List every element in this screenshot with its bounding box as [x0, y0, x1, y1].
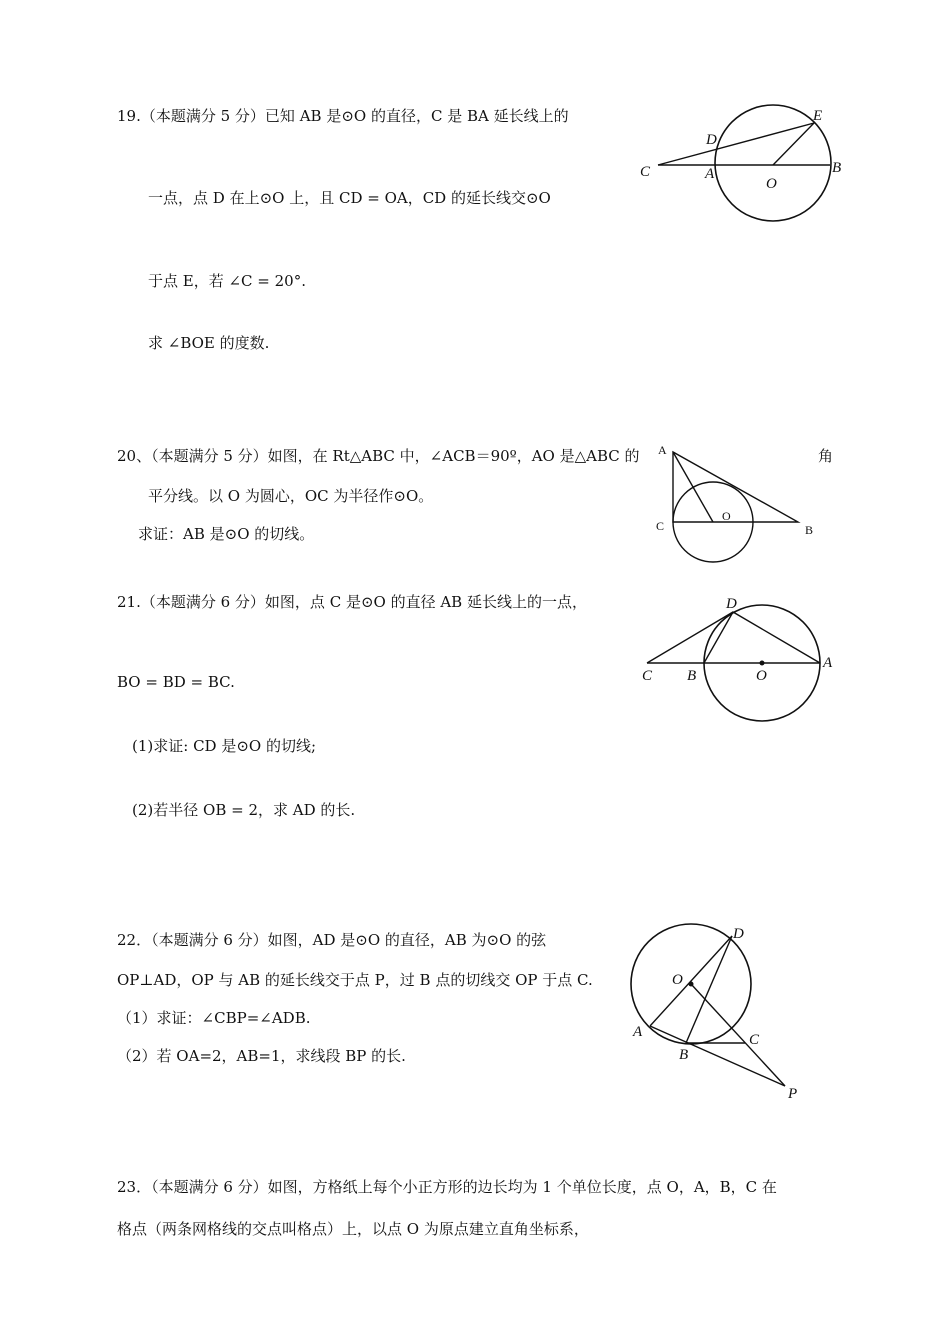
q23-line1: 23．（本题满分 6 分）如图，方格纸上每个小正方形的边长均为 1 个单位长度，点 O，A，B，C 在	[117, 1178, 777, 1196]
q19-label-a: A	[705, 166, 715, 182]
q20-line2: 平分线。以 O 为圆心，OC 为半径作⊙O。	[148, 487, 434, 505]
q21-line3: (1)求证: CD 是⊙O 的切线;	[132, 737, 317, 755]
q21-center-dot	[760, 661, 765, 666]
q22-line4: （2）若 OA=2，AB=1，求线段 BP 的长.	[117, 1047, 406, 1065]
q21-line1: 21.（本题满分 6 分）如图，点 C 是⊙O 的直径 AB 延长线上的一点，	[117, 593, 587, 611]
q22-label-a: A	[633, 1024, 643, 1040]
q20-line1: 20、（本题满分 5 分）如图，在 Rt△ABC 中，∠ACB＝90º，AO 是△ABC 的	[117, 447, 640, 465]
q19-label-c: C	[640, 164, 651, 180]
q22-line-db	[686, 936, 732, 1043]
q23-line2: 格点（两条网格线的交点叫格点）上，以点 O 为原点建立直角坐标系，	[117, 1220, 589, 1238]
q20-figure	[650, 440, 830, 570]
q22-line2: OP⊥AD，OP 与 AB 的延长线交于点 P，过 B 点的切线交 OP 于点 C.	[117, 971, 593, 989]
q22-figure	[625, 918, 825, 1108]
q22-line-ap	[650, 1026, 785, 1086]
q21-line4: (2)若半径 OB = 2，求 AD 的长.	[132, 801, 356, 819]
q22-label-d: D	[733, 926, 744, 942]
q21-line2: BO = BD = BC.	[117, 673, 235, 691]
q20-label-c: C	[656, 519, 665, 533]
q19-label-d: D	[706, 132, 717, 148]
q19-figure	[630, 95, 850, 230]
q21-line-bd	[704, 612, 733, 663]
q21-line-cda	[647, 612, 820, 663]
q20-line3: 求证：AB 是⊙O 的切线。	[138, 525, 315, 543]
q19-line-oe	[773, 123, 814, 165]
q22-line1: 22．（本题满分 6 分）如图，AD 是⊙O 的直径，AB 为⊙O 的弦	[117, 931, 547, 949]
q22-label-p: P	[788, 1086, 798, 1102]
q21-label-d: D	[726, 596, 737, 612]
q21-label-c: C	[642, 668, 653, 684]
q20-triangle-abc	[673, 452, 798, 522]
q20-label-a: A	[658, 443, 667, 457]
q22-line-ad	[650, 936, 732, 1026]
q19-line-ce	[658, 123, 814, 165]
q22-center-dot	[689, 982, 694, 987]
q22-line3: （1）求证：∠CBP=∠ADB.	[117, 1009, 311, 1027]
q19-line3: 于点 E，若 ∠C = 20°.	[148, 272, 306, 290]
q21-label-b: B	[687, 668, 697, 684]
q19-line4: 求 ∠BOE 的度数.	[148, 334, 270, 352]
q21-figure	[635, 590, 845, 730]
q20-line1-tail: 角	[818, 447, 834, 465]
q21-label-o: O	[756, 668, 767, 684]
q19-label-o: O	[766, 176, 777, 192]
q22-label-c: C	[749, 1032, 760, 1048]
q19-line2: 一点，点 D 在上⊙O 上，且 CD = OA，CD 的延长线交⊙O	[148, 189, 551, 207]
q19-label-e: E	[813, 108, 823, 124]
q22-line-op	[691, 984, 785, 1086]
q22-label-b: B	[679, 1047, 689, 1063]
q19-line1: 19.（本题满分 5 分）已知 AB 是⊙O 的直径，C 是 BA 延长线上的	[117, 107, 569, 125]
q19-label-b: B	[832, 160, 842, 176]
q21-label-a: A	[823, 655, 833, 671]
q20-label-o: O	[722, 509, 731, 523]
q22-label-o: O	[672, 972, 683, 988]
q20-label-b: B	[805, 523, 814, 537]
